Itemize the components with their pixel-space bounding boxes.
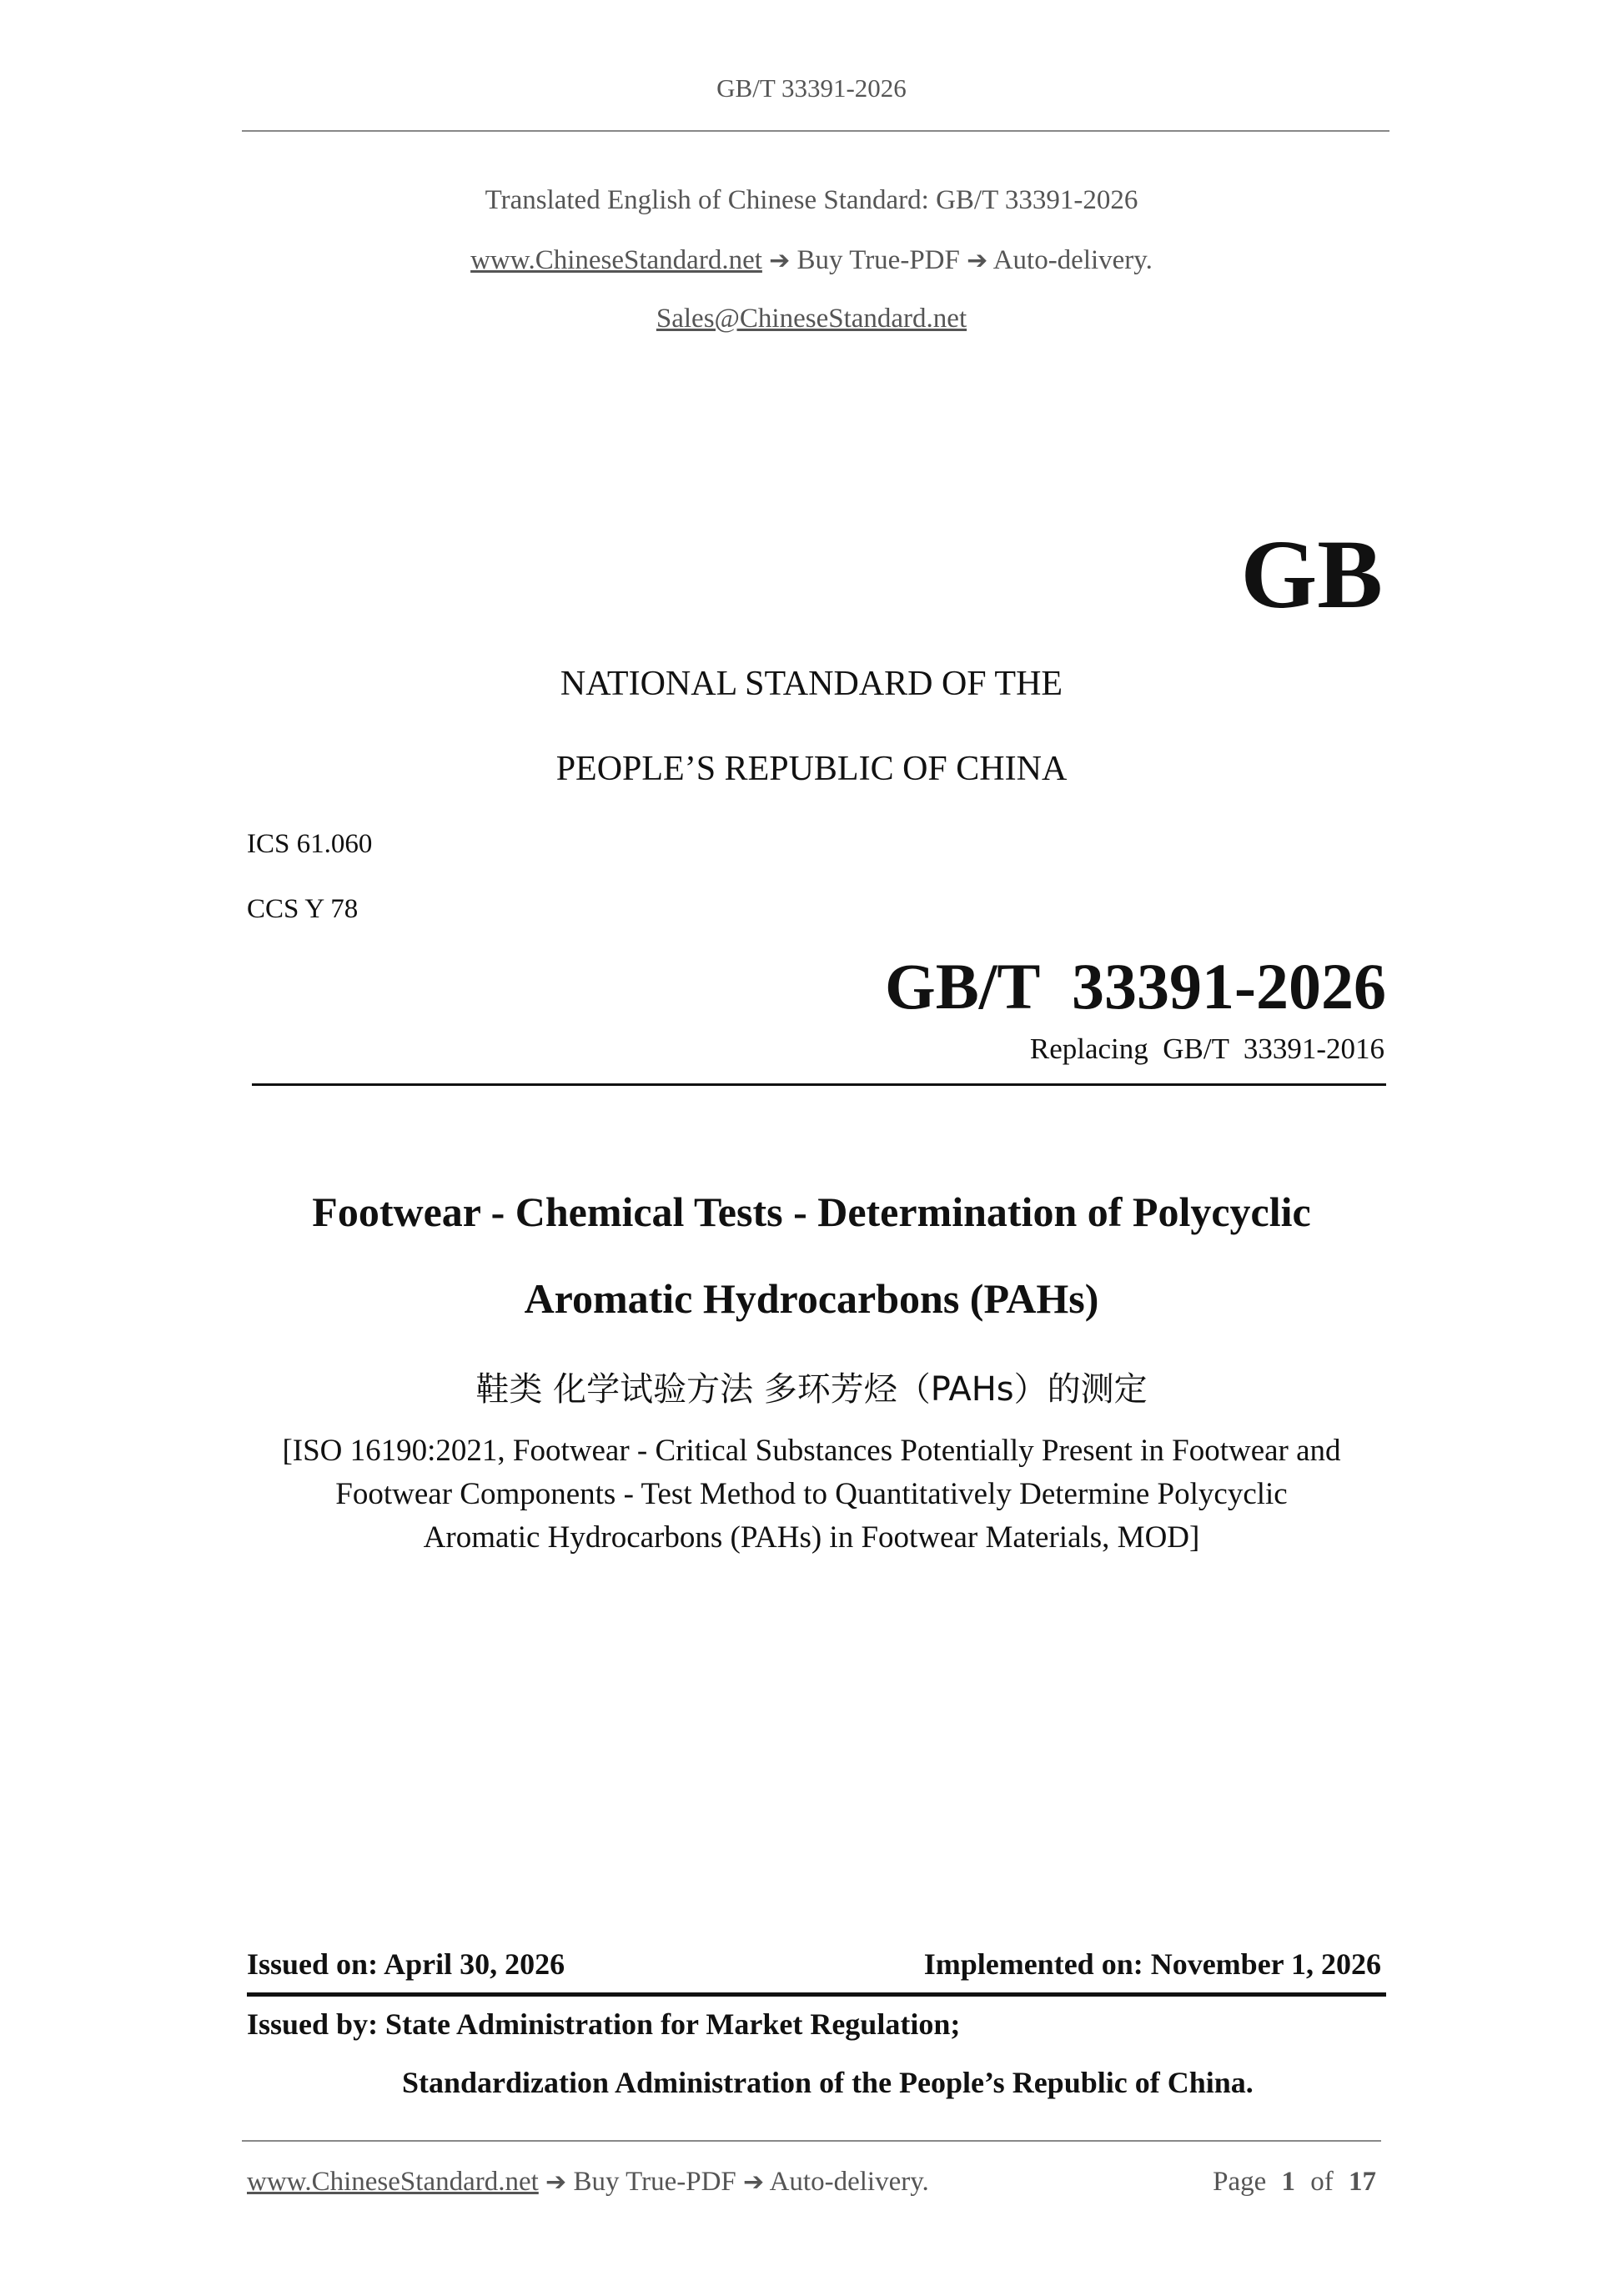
replacing-note: Replacing GB/T 33391-2016: [1029, 1032, 1384, 1065]
footer-rule: [242, 2140, 1381, 2142]
delivery-text: Auto-delivery.: [992, 245, 1153, 275]
issued-by-line2: Standardization Administration of the People’s Republic of China.: [402, 2066, 1254, 2099]
site-link[interactable]: www.ChineseStandard.net: [470, 245, 762, 275]
issued-on: Issued on: April 30, 2026: [247, 1947, 565, 1981]
arrow-right-icon: ➔: [967, 246, 988, 275]
page-total: 17: [1349, 2167, 1376, 2197]
implemented-on: Implemented on: November 1, 2026: [923, 1947, 1381, 1981]
purchase-line: [0, 245, 1623, 276]
iso-reference-line3: Aromatic Hydrocarbons (PAHs) in Footwear Materials, MOD]: [423, 1520, 1200, 1555]
page-number: 1: [1281, 2167, 1295, 2197]
number-rule: [252, 1083, 1386, 1086]
standard-number: GB/T 33391-2026: [885, 950, 1386, 1022]
arrow-right-icon: ➔: [545, 2168, 567, 2197]
page-indicator: [1213, 2167, 1376, 2198]
footer-site-link[interactable]: www.ChineseStandard.net: [247, 2167, 539, 2197]
arrow-right-icon: ➔: [769, 246, 791, 275]
running-header: GB/T 33391-2026: [716, 73, 907, 103]
arrow-right-icon: ➔: [743, 2168, 765, 2197]
dates-rule: [247, 1992, 1386, 1997]
footer-delivery-text: Auto-delivery.: [769, 2167, 929, 2197]
chinese-title: 鞋类 化学试验方法 多环芳烃（PAHs）的测定: [475, 1370, 1148, 1409]
buy-text: Buy True-PDF: [796, 245, 960, 275]
header-rule: [242, 130, 1389, 132]
page-label: Page: [1213, 2167, 1267, 2197]
ics-code: ICS 61.060: [247, 829, 373, 859]
ccs-code: CCS Y 78: [247, 894, 359, 924]
title-line2: Aromatic Hydrocarbons (PAHs): [524, 1275, 1099, 1322]
title-line1: Footwear - Chemical Tests - Determination of Polycyclic: [312, 1188, 1311, 1235]
national-standard-line2: PEOPLE’S REPUBLIC OF CHINA: [555, 750, 1068, 788]
gb-mark: GB: [1240, 520, 1383, 629]
footer-buy-text: Buy True-PDF: [573, 2167, 736, 2197]
iso-reference: [0, 1429, 1623, 1560]
email-link[interactable]: Sales@ChineseStandard.net: [656, 304, 967, 334]
issued-by-line1: Issued by: State Administration for Market Regulation;: [247, 2007, 961, 2041]
iso-reference-line2: Footwear Components - Test Method to Quantitatively Determine Polycyclic: [335, 1477, 1288, 1511]
of-label: of: [1310, 2167, 1334, 2197]
iso-reference-line1: [ISO 16190:2021, Footwear - Critical Substances Potentially Present in Footwear and: [282, 1434, 1341, 1468]
translation-notice: Translated English of Chinese Standard: GB/T 33391-2026: [485, 185, 1138, 215]
email-line: [0, 304, 1623, 334]
national-standard-line1: NATIONAL STANDARD OF THE: [560, 665, 1063, 703]
footer-purchase-line: [247, 2167, 929, 2198]
